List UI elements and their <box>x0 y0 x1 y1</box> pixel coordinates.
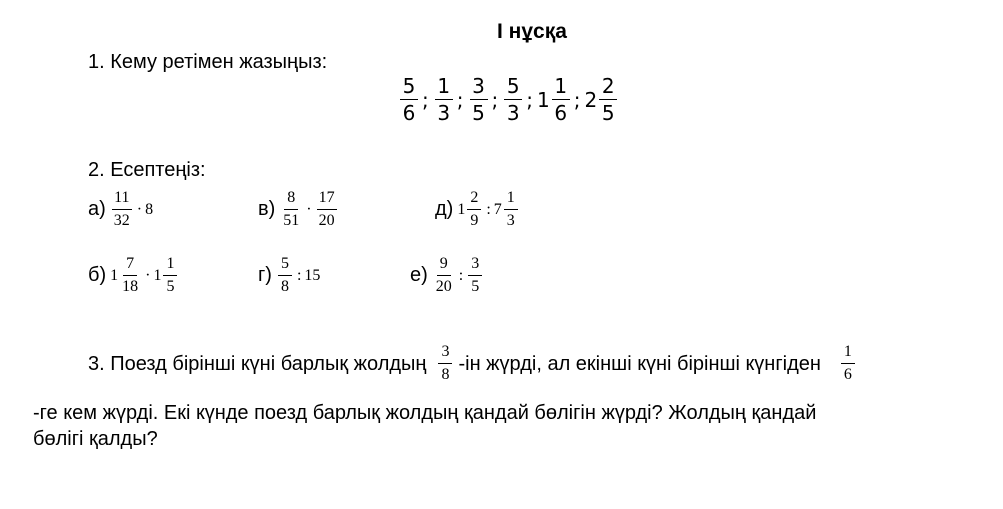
fraction: $\frac{1}{6}$ <box>552 76 570 123</box>
task2-item-g <box>258 256 320 295</box>
task2-item-e <box>410 256 484 295</box>
whole-part: 1 <box>537 87 550 112</box>
fraction: $\frac{5}{3}$ <box>504 76 522 123</box>
task2-item-b <box>88 256 179 295</box>
whole-part: 7 <box>493 200 502 218</box>
separator: ; <box>573 87 581 112</box>
whole-part: 1 <box>153 266 162 284</box>
fraction: $\frac{3}{5}$ <box>470 76 488 123</box>
task2-item-d <box>435 190 520 229</box>
fraction: $\frac{8}{51}$ <box>283 189 300 229</box>
page-title: І нұсқа <box>497 20 567 43</box>
whole-part: 1 <box>110 266 119 284</box>
item-label: а) <box>88 198 106 220</box>
fraction: $\frac{2}{5}$ <box>599 76 617 123</box>
item-label: е) <box>410 264 428 286</box>
task3-line2: -ге кем жүрді. Екі күнде поезд барлық жолдың қандай бөлігін жүрді? Жолдың қандай <box>33 402 817 424</box>
fraction: $\frac{1}{5}$ <box>163 256 177 295</box>
task3-text-part2: -ін жүрді, ал екінші күні бірінші күнгіден <box>458 352 821 375</box>
item-label: б) <box>88 264 107 286</box>
task3-line1 <box>88 344 857 383</box>
task2-label: 2. Есептеңіз: <box>88 159 206 181</box>
separator: ; <box>491 87 499 112</box>
fraction: $\frac{9}{20}$ <box>435 255 452 295</box>
fraction: $\frac{5}{8}$ <box>278 256 292 295</box>
fraction: $\frac{7}{18}$ <box>122 255 139 295</box>
operand: 8 <box>145 200 154 218</box>
fraction: $\frac{2}{9}$ <box>467 190 481 229</box>
task1-fractions <box>398 76 619 123</box>
whole-part: 1 <box>457 200 466 218</box>
fraction: $\frac{1}{3}$ <box>435 76 453 123</box>
operand: 15 <box>304 266 321 284</box>
fraction: $\frac{3}{5}$ <box>468 256 482 295</box>
separator: ; <box>422 87 429 112</box>
operator: · <box>306 200 312 218</box>
task3-line3: бөлігі қалды? <box>33 428 158 450</box>
item-label: г) <box>258 264 272 286</box>
operator: : <box>296 266 302 284</box>
operator: : <box>486 200 491 218</box>
task3-text-part1: 3. Поезд бірінші күні барлық жолдың <box>88 352 427 375</box>
task2-item-v <box>258 190 339 229</box>
fraction: $\frac{17}{20}$ <box>318 189 335 229</box>
fraction: $\frac{1}{3}$ <box>504 190 518 229</box>
item-label: д) <box>435 198 454 220</box>
separator: ; <box>456 87 464 112</box>
operator: : <box>458 266 464 284</box>
separator: ; <box>526 87 533 112</box>
task2-item-a <box>88 190 153 229</box>
fraction: $\frac{11}{32}$ <box>113 189 130 229</box>
item-label: в) <box>258 198 276 220</box>
operator: · <box>136 200 143 218</box>
fraction: $\frac{5}{6}$ <box>400 76 418 123</box>
fraction: $\frac{1}{6}$ <box>841 344 855 383</box>
task1-label: 1. Кему ретімен жазыңыз: <box>88 51 328 73</box>
operator: · <box>145 266 151 284</box>
fraction: $\frac{3}{8}$ <box>438 344 452 383</box>
whole-part: 2 <box>584 87 598 112</box>
